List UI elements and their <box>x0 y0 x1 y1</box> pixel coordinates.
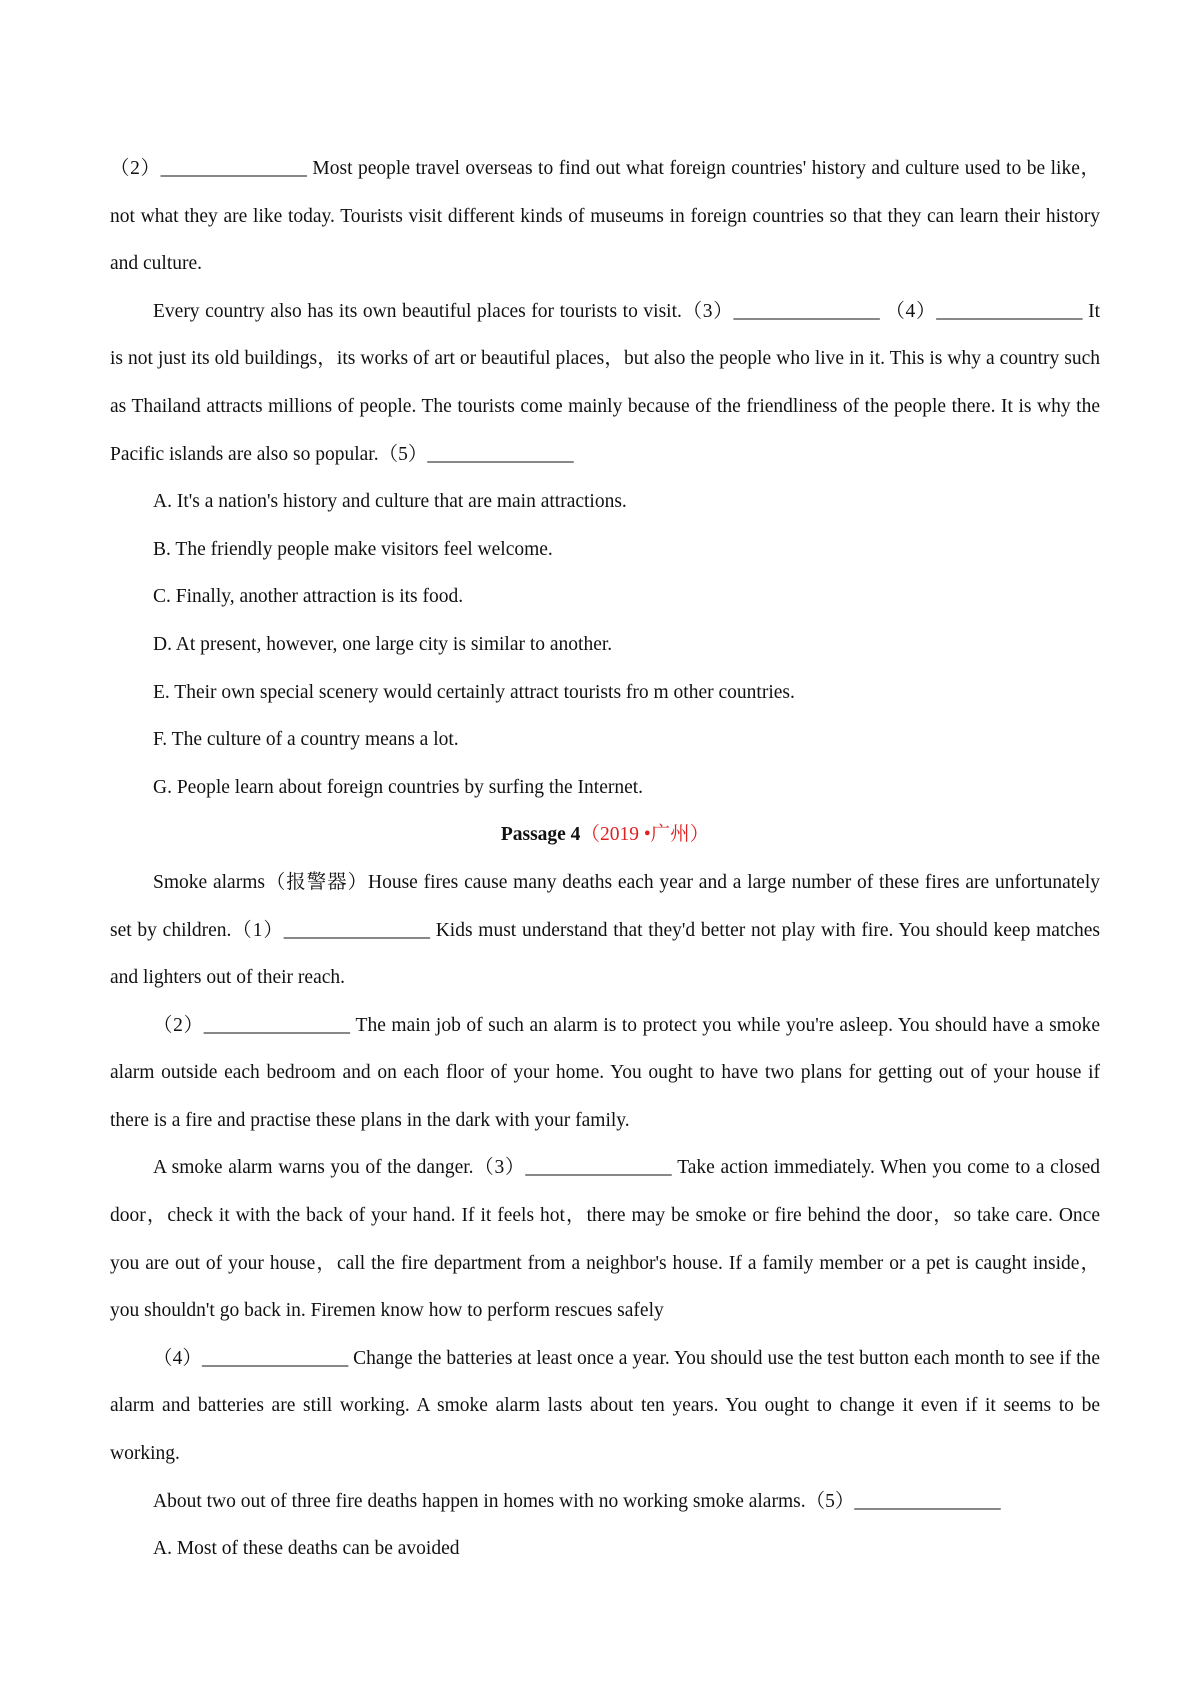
passage4-option-a: A. Most of these deaths can be avoided <box>153 1538 460 1560</box>
passage4-paragraph-3: A smoke alarm warns you of the danger.（3）_______________ Take action immediately. When you come to a closed door，check it with the back of your hand. If it feels hot，there may be smoke or fire behind the door，so take care. Once you are out of your house，call the fire department from a neighbor's house. If a family member or a pet is caught inside，you shouldn't go back in. Firemen know how to perform rescues safely <box>110 1157 1100 1322</box>
passage4-source: 2019 •广州 <box>599 824 690 846</box>
passage4-paragraph-5: About two out of three fire deaths happen in homes with no working smoke alarms.（5）_______________ <box>153 1490 1001 1512</box>
passage3-option-e: E. Their own special scenery would certainly attract tourists fro m other countries. <box>153 681 795 703</box>
passage4-title: Passage 4 <box>500 824 581 846</box>
passage3-paragraph-1: （2）_______________ Most people travel overseas to find out what foreign countries' history and culture used to be like，not what they are like today. Tourists visit different kinds of museums in foreign countries so that they can learn their history and culture. <box>110 158 1100 275</box>
document-page <box>110 145 1100 1573</box>
passage3-option-d: D. At present, however, one large city is similar to another. <box>153 633 613 655</box>
passage4-paragraph-4: （4）_______________ Change the batteries at least once a year. You should use the test button each month to see if the alarm and batteries are still working. A smoke alarm lasts about ten years. You ought to change it even if it seems to be working. <box>110 1347 1100 1465</box>
passage3-option-c: C. Finally, another attraction is its food. <box>153 586 464 608</box>
passage3-option-b: B. The friendly people make visitors feel welcome. <box>153 538 553 560</box>
passage3-option-a: A. It's a nation's history and culture that are main attractions. <box>153 491 627 513</box>
passage3-option-g: G. People learn about foreign countries by surfing the Internet. <box>153 776 644 798</box>
passage4-paragraph-1: Smoke alarms（报警器）House fires cause many deaths each year and a large number of these fires are unfortunately set by children.（1）_______________ Kids must understand that they'd better not play with fire. You should keep matches and lighters out of their reach. <box>110 871 1100 989</box>
passage3-option-f: F. The culture of a country means a lot. <box>153 729 459 751</box>
passage4-heading <box>110 811 1100 859</box>
passage4-source-close: ） <box>689 824 710 846</box>
passage4-source-open: （ <box>580 824 600 846</box>
passage3-paragraph-2: Every country also has its own beautiful places for tourists to visit.（3）_______________ （4）_______________ It is not just its old buildings，its works of art or beautiful places，but also the people who live in it. This is why a country such as Thailand attracts millions of people. The tourists come mainly because of the friendliness of the people there. It is why the Pacific islands are also so popular.（5）_______________ <box>110 300 1100 465</box>
passage4-paragraph-2: （2）_______________ The main job of such an alarm is to protect you while you're asleep. You should have a smoke alarm outside each bedroom and on each floor of your home. You ought to have two plans for getting out of your house if there is a fire and practise these plans in the dark with your family. <box>110 1014 1100 1131</box>
